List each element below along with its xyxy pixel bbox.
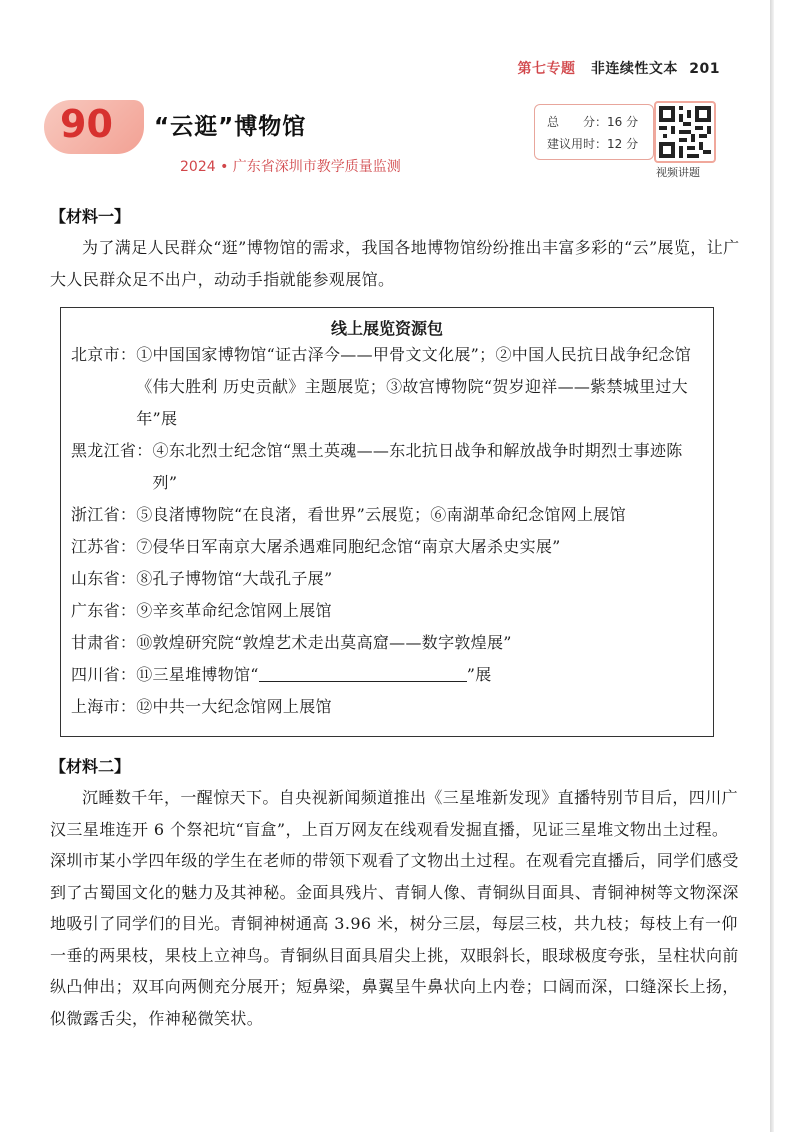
exercise-title: “云逛”博物馆 — [154, 114, 307, 140]
entry-text: ①中国国家博物馆“证古泽今——甲骨文文化展”；②中国人民抗日战争纪念馆《伟大胜利 历史贡献》主题展览；③故宫博物院“贺岁迎祥——紫禁城里过大年”展 — [136, 345, 692, 428]
exercise-number-badge — [44, 100, 144, 154]
entry-text: ⑤良渚博物院“在良渚，看世界”云展览；⑥南湖革命纪念馆网上展馆 — [136, 505, 626, 524]
entry-text: ⑧孔子博物馆“大哉孔子展” — [136, 569, 333, 588]
running-header — [518, 58, 720, 78]
resource-entry-shandong — [61, 563, 713, 595]
entry-province: 浙江省： — [71, 505, 137, 524]
resource-package-title: 线上展览资源包 — [330, 319, 443, 338]
score-time-box — [534, 104, 654, 160]
section-label: 非连续性文本 — [590, 61, 678, 77]
resource-entry-sichuan — [61, 659, 713, 691]
exercise-source: 2024 • 广东省深圳市教学质量监测 — [180, 159, 401, 175]
qr-caption: 视频讲题 — [656, 166, 700, 179]
entry-province: 山东省： — [71, 569, 137, 588]
resource-entry-zhejiang — [61, 499, 713, 531]
entry-text-before-blank: ⑪三星堆博物馆“ — [136, 665, 259, 684]
qr-code-icon[interactable] — [654, 101, 716, 163]
entry-province: 黑龙江省： — [71, 441, 153, 460]
entry-text: ⑫中共一大纪念馆网上展馆 — [136, 697, 332, 716]
entry-text — [136, 659, 705, 691]
resource-entry-shanghai — [61, 691, 713, 723]
page-number: 201 — [689, 61, 720, 77]
resource-entry-guangdong — [61, 595, 713, 627]
page-edge-shadow — [770, 0, 774, 1132]
fill-in-blank[interactable] — [259, 663, 467, 682]
entry-province: 广东省： — [71, 601, 137, 620]
material-one-paragraph: 为了满足人民群众“逛”博物馆的需求，我国各地博物馆纷纷推出丰富多彩的“云”展览，让广大人民群众足不出户，动动手指就能参观展馆。 — [50, 238, 740, 289]
entry-province: 上海市： — [71, 697, 137, 716]
entry-text-after-blank: ”展 — [466, 665, 492, 684]
resource-entry-heilongjiang — [61, 435, 713, 499]
entry-province: 四川省： — [71, 665, 137, 684]
qr-code-graphic — [659, 106, 711, 158]
suggested-time: 建议用时：12 分 — [547, 137, 639, 151]
entry-text: ⑨辛亥革命纪念馆网上展馆 — [136, 601, 332, 620]
material-one-label: 【材料一】 — [50, 207, 131, 226]
material-two-paragraph: 沉睡数千年，一醒惊天下。自央视新闻频道推出《三星堆新发现》直播特别节目后，四川广汉三星堆连开 6 个祭祀坑“盲盒”，上百万网友在线观看发掘直播，见证三星堆文物出土过程。深圳市某小学四年级的学生在老师的带领下观看了文物出土过程。在观看完直播后，同学们感受到了古蜀国文化的魅力及其神秘。金面具残片、青铜人像、青铜纵目面具、青铜神树等文物深深地吸引了同学们的目光。青铜神树通高 3.96 米，树分三层，每层三枝，共九枝；每枝上有一仰一垂的两果枝，果枝上立神鸟。青铜纵目面具眉尖上挑，双眼斜长，眼球极度夸张，呈柱状向前纵凸伸出；双耳向两侧充分展开；短鼻梁，鼻翼呈牛鼻状向上内卷；口阔而深，口缝深长上扬，似微露舌尖，作神秘微笑状。 — [50, 788, 739, 1028]
material-two-label: 【材料二】 — [50, 757, 131, 776]
entry-text: ④东北烈士纪念馆“黑土英魂——东北抗日战争和解放战争时期烈士事迹陈列” — [152, 441, 683, 492]
total-score: 总 分：16 分 — [547, 115, 639, 129]
entry-text: ⑩敦煌研究院“敦煌艺术走出莫高窟——数字敦煌展” — [136, 633, 512, 652]
chapter-label: 第七专题 — [517, 61, 576, 77]
resource-entry-jiangsu — [61, 531, 713, 563]
resource-entry-gansu — [61, 627, 713, 659]
entry-text: ⑦侵华日军南京大屠杀遇难同胞纪念馆“南京大屠杀史实展” — [136, 537, 561, 556]
entry-province: 江苏省： — [71, 537, 137, 556]
exercise-number: 90 — [60, 102, 113, 146]
entry-province: 北京市： — [71, 345, 137, 364]
resource-entry-beijing — [61, 339, 713, 435]
entry-province: 甘肃省： — [71, 633, 137, 652]
resource-package-box — [60, 307, 714, 737]
